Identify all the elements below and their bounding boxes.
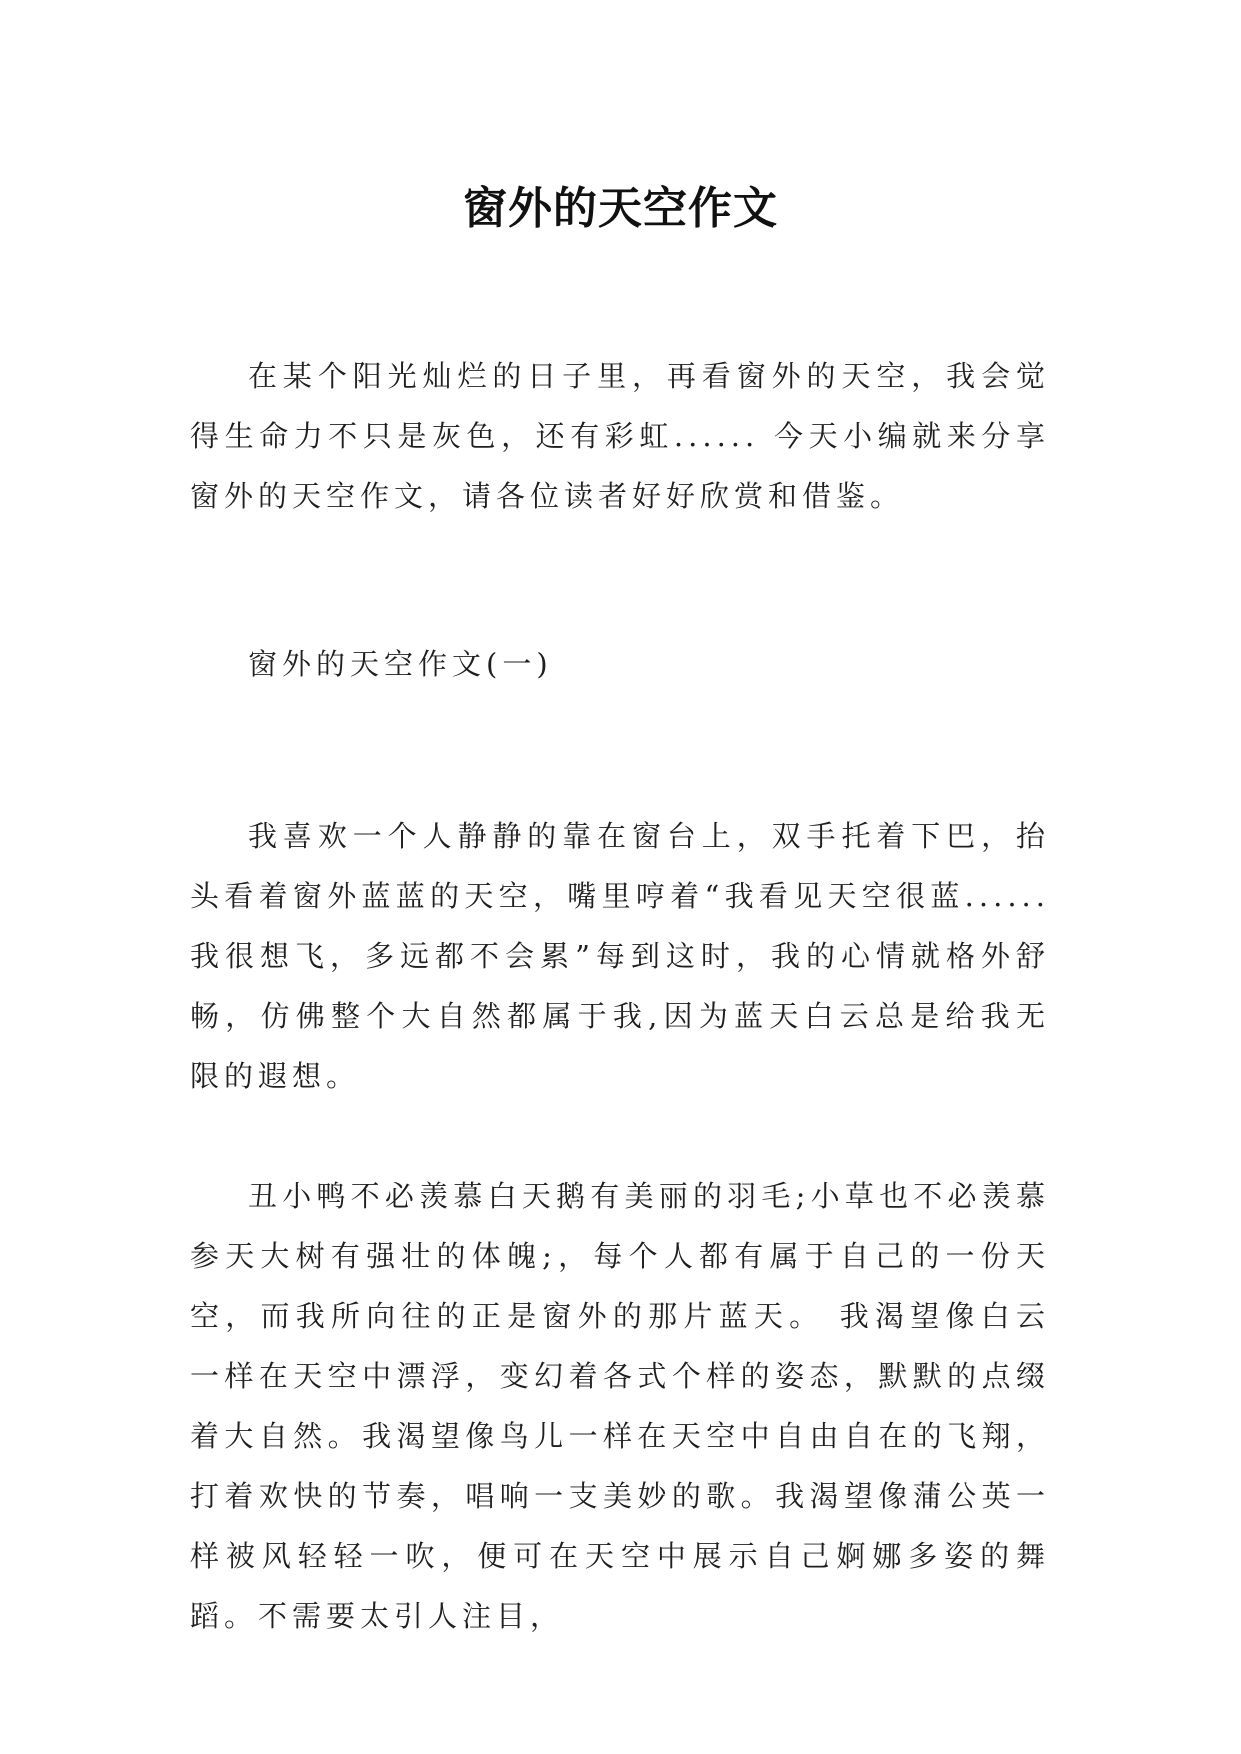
- body-paragraph: 丑小鸭不必羡慕白天鹅有美丽的羽毛;小草也不必羡慕参天大树有强壮的体魄;，每个人都有属于自己的一份天空，而我所向往的正是窗外的那片蓝天。 我渴望像白云一样在天空中漂浮，变幻着各式个样的姿态，默默的点缀着大自然。我渴望像鸟儿一样在天空中自由自在的飞翔，打着欢快的节奏，唱响一支美妙的歌。我渴望像蒲公英一样被风轻轻一吹，便可在天空中展示自己婀娜多姿的舞蹈。不需要太引人注目，: [190, 1179, 1050, 1633]
- body-paragraph: 我喜欢一个人静静的靠在窗台上，双手托着下巴，抬头看着窗外蓝蓝的天空，嘴里哼着“我看见天空很蓝......我很想飞，多远都不会累”每到这时，我的心情就格外舒畅，仿佛整个大自然都属于我,因为蓝天白云总是给我无限的遐想。: [190, 819, 1050, 1093]
- intro-paragraph: 在某个阳光灿烂的日子里，再看窗外的天空，我会觉得生命力不只是灰色，还有彩虹...... 今天小编就来分享窗外的天空作文，请各位读者好好欣赏和借鉴。: [190, 359, 1050, 513]
- document-title: 窗外的天空作文: [463, 183, 778, 235]
- section-heading: 窗外的天空作文(一): [248, 647, 553, 681]
